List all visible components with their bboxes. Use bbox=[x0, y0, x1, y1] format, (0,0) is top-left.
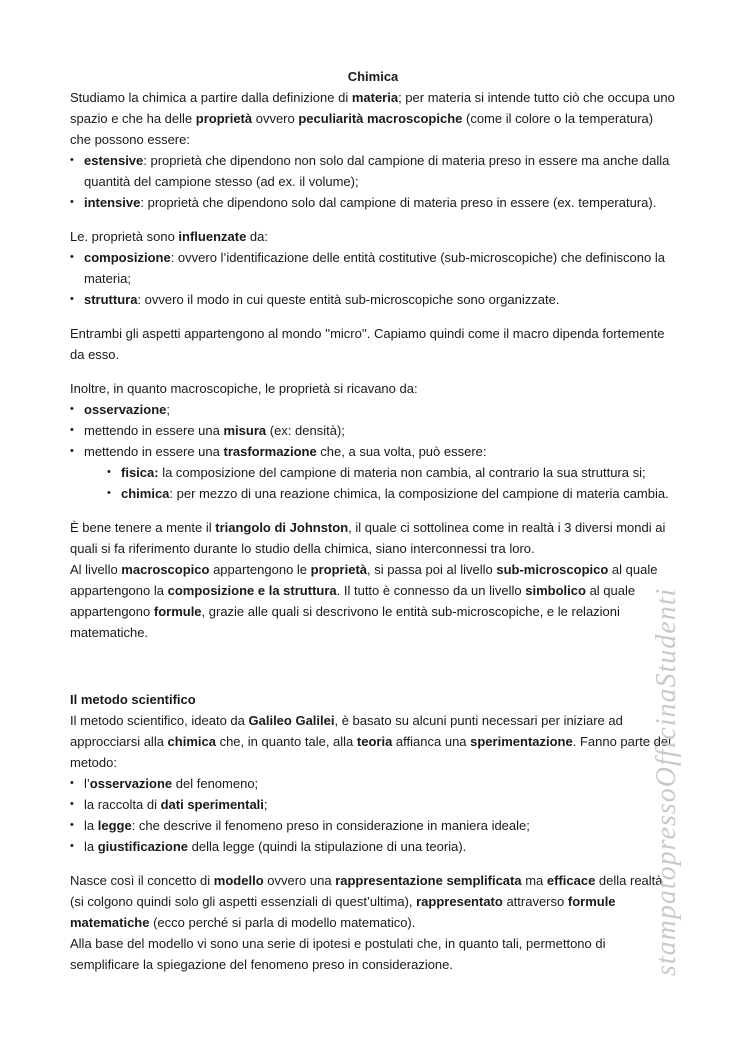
bullet-item bbox=[70, 794, 676, 815]
paragraph: Il metodo scientifico, ideato da Galileo Galilei, è basato su alcuni punti necessari per iniziare ad approcciarsi alla chimica che, in quanto tale, alla teoria affianca una sperimentazione. Fanno parte del metodo: bbox=[70, 713, 672, 770]
bullet-text: fisica: la composizione del campione di materia non cambia, al contrario la sua struttura si; bbox=[121, 465, 646, 480]
paragraph: È bene tenere a mente il triangolo di Johnston, il quale ci sottolinea come in realtà i 3 diversi mondi ai quali si fa riferimento durante lo studio della chimica, siano interconnessi tra loro. bbox=[70, 520, 666, 556]
bullet-icon: • bbox=[70, 424, 74, 436]
bullet-icon: • bbox=[70, 403, 74, 415]
bullet-item bbox=[70, 150, 676, 192]
bullet-icon: • bbox=[70, 251, 74, 263]
paragraph: Le. proprietà sono influenzate da: bbox=[70, 229, 268, 244]
bullet-list bbox=[70, 247, 676, 310]
paragraph: Nasce così il concetto di modello ovvero una rappresentazione semplificata ma efficace della realtà (si colgono quindi solo gli aspetti essenziali di quest’ultima), rappresentato attraverso formule matematiche (ecco perché si parla di modello matematico). bbox=[70, 873, 663, 930]
bullet-icon: • bbox=[70, 154, 74, 166]
bullet-icon: • bbox=[107, 487, 111, 499]
bullet-icon: • bbox=[70, 445, 74, 457]
bullet-text: mettendo in essere una trasformazione che, a sua volta, può essere: bbox=[84, 444, 487, 459]
bullet-icon: • bbox=[70, 777, 74, 789]
section-heading: Il metodo scientifico bbox=[70, 692, 196, 707]
bullet-icon: • bbox=[70, 819, 74, 831]
sub-bullet-item bbox=[107, 483, 676, 504]
paragraph: Studiamo la chimica a partire dalla definizione di materia; per materia si intende tutto ciò che occupa uno spazio e che ha delle proprietà ovvero peculiarità macroscopiche (come il colore o la temperatura) che possono essere: bbox=[70, 90, 675, 147]
watermark: stampatopressoOfficinaStudenti bbox=[651, 587, 682, 976]
bullet-icon: • bbox=[70, 798, 74, 810]
paragraph: Inoltre, in quanto macroscopiche, le proprietà si ricavano da: bbox=[70, 381, 418, 396]
bullet-item bbox=[70, 815, 676, 836]
sub-bullet-item bbox=[107, 462, 676, 483]
bullet-list bbox=[70, 150, 676, 213]
bullet-text: mettendo in essere una misura (ex: densità); bbox=[84, 423, 345, 438]
bullet-item bbox=[70, 247, 676, 289]
bullet-icon: • bbox=[107, 466, 111, 478]
bullet-item bbox=[70, 773, 676, 794]
bullet-text: chimica: per mezzo di una reazione chimica, la composizione del campione di materia cambia. bbox=[121, 486, 669, 501]
bullet-list bbox=[70, 399, 676, 504]
paragraph: Alla base del modello vi sono una serie di ipotesi e postulati che, in quanto tali, permettono di semplificare la spiegazione del fenomeno preso in considerazione. bbox=[70, 936, 606, 972]
bullet-item bbox=[70, 420, 676, 441]
bullet-item bbox=[70, 192, 676, 213]
bullet-item bbox=[70, 836, 676, 857]
bullet-item bbox=[70, 399, 676, 420]
bullet-text: osservazione; bbox=[84, 402, 170, 417]
bullet-item bbox=[70, 289, 676, 310]
bullet-text: estensive: proprietà che dipendono non solo dal campione di materia preso in essere ma anche dalla quantità del campione stesso (ad ex. il volume); bbox=[84, 153, 670, 189]
bullet-text: la legge: che descrive il fenomeno preso in considerazione in maniera ideale; bbox=[84, 818, 530, 833]
paragraph: Al livello macroscopico appartengono le proprietà, si passa poi al livello sub-microscopico al quale appartengono la composizione e la struttura. Il tutto è connesso da un livello simbolico al quale appartengono formule, grazie alle quali si descrivono le entità sub-microscopiche, e le relazioni matematiche. bbox=[70, 562, 658, 640]
page-title: Chimica bbox=[347, 69, 399, 84]
bullet-text: l’osservazione del fenomeno; bbox=[84, 776, 259, 791]
paragraph: Entrambi gli aspetti appartengono al mondo ''micro''. Capiamo quindi come il macro dipenda fortemente da esso. bbox=[70, 326, 665, 362]
bullet-text: struttura: ovvero il modo in cui queste entità sub-microscopiche sono organizzate. bbox=[84, 292, 560, 307]
bullet-text: la raccolta di dati sperimentali; bbox=[84, 797, 268, 812]
document-content bbox=[70, 66, 676, 975]
bullet-icon: • bbox=[70, 196, 74, 208]
bullet-list bbox=[70, 773, 676, 857]
bullet-item bbox=[70, 441, 676, 462]
bullet-text: composizione: ovvero l’identificazione delle entità costitutive (sub-microscopiche) che definiscono la materia; bbox=[84, 250, 665, 286]
bullet-icon: • bbox=[70, 293, 74, 305]
bullet-text: la giustificazione della legge (quindi la stipulazione di una teoria). bbox=[84, 839, 467, 854]
bullet-icon: • bbox=[70, 840, 74, 852]
bullet-text: intensive: proprietà che dipendono solo dal campione di materia preso in essere (ex. temperatura). bbox=[84, 195, 657, 210]
